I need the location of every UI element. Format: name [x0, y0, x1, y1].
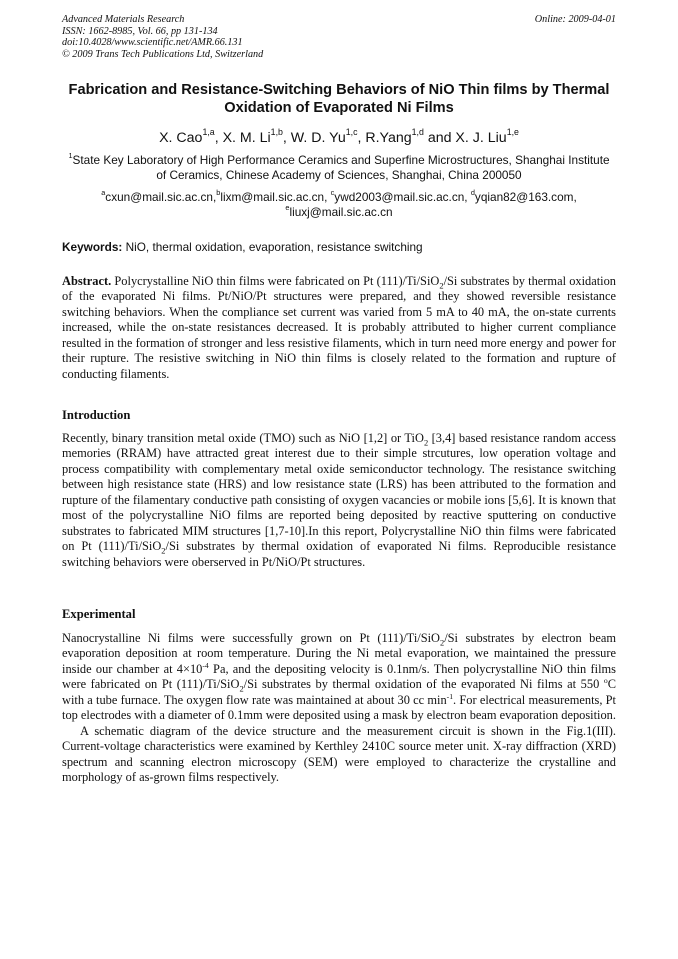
author-name: , W. D. Yu	[282, 130, 346, 146]
affiliation	[62, 150, 616, 183]
author-name: , X. M. Li	[214, 130, 271, 146]
author-affiliation-mark: 1,a	[202, 126, 215, 137]
email-list	[62, 187, 616, 220]
email-mark: c	[330, 187, 335, 197]
paragraph-text: Recently, binary transition metal oxide (TMO) such as NiO [1,2] or TiO	[62, 431, 424, 445]
paragraph-text: Pa, and the depositing velocity is 0.1nm/s. Then polycrystalline NiO thin films were fabricated on Pt (111)/Ti/SiO	[62, 661, 616, 692]
superscript: o	[603, 676, 608, 686]
superscript: -4	[202, 660, 209, 670]
keywords-text: NiO, thermal oxidation, evaporation, resistance switching	[122, 240, 423, 254]
subscript: 2	[239, 683, 244, 694]
paragraph-text: /Si substrates by thermal oxidation of evaporated Ni films. Reproducible resistance switching behaviors were oberserved in Pt/NiO/Pt structures.	[62, 539, 616, 569]
paragraph-text: /Si substrates by electron beam evaporation deposition at room temperature. During the Ni metal evaporation, we maintained the pressure inside our chamber at 4×10	[62, 631, 616, 676]
subscript: 2	[423, 437, 429, 448]
email-mark: d	[470, 187, 475, 197]
email-link[interactable]: lixm@mail.sic.ac.cn,	[220, 190, 331, 204]
author-affiliation-mark: 1,e	[506, 126, 519, 137]
author-name: , R.Yang	[357, 130, 412, 146]
affiliation-mark: 1	[68, 150, 73, 160]
paragraph-text: [3,4] based resistance random access memories (RRAM) have attracted great interest due to their simple strcutures, low operation voltage and process compatibility with complementary metal oxide semiconductor technology. The resistance switching between high resistance state (HRS) and low resistance state (LRS) has been attributed to the formation and rupture of the filamentary conductive path consisting of oxygen vacancies or mobile ions [5,6]. It is known that most of the polycrystalline NiO films are reported being deposited by reactive sputtering on conductive substrates to fabricated MIM structures [1,7-10].In this report, Polycrystalline NiO thin films were fabricated on Pt (111)/Ti/SiO	[62, 431, 617, 554]
paragraph	[62, 631, 616, 724]
copyright-line: © 2009 Trans Tech Publications Ltd, Switzerland	[62, 48, 264, 60]
author-list	[62, 126, 616, 147]
doi-line: doi:10.4028/www.scientific.net/AMR.66.131	[62, 37, 243, 49]
email-mark: b	[216, 187, 221, 197]
email-mark: a	[101, 187, 106, 197]
experimental-text	[62, 631, 616, 786]
subscript: 2	[440, 637, 445, 648]
keywords	[62, 240, 616, 255]
author-affiliation-mark: 1,c	[345, 126, 358, 137]
paragraph-text: Nanocrystalline Ni films were successfully grown on Pt (111)/Ti/SiO	[62, 631, 440, 645]
affiliation-text: State Key Laboratory of High Performance Ceramics and Superfine Microstructures, Shanghai Institute of Ceramics, Chinese Academy of Sciences, Shanghai, China 200050	[72, 153, 610, 182]
email-link[interactable]: yqian82@163.com,	[474, 190, 577, 204]
email-link[interactable]: cxun@mail.sic.ac.cn,	[105, 190, 217, 204]
abstract	[62, 274, 616, 382]
email-link[interactable]: liuxj@mail.sic.ac.cn	[289, 205, 393, 219]
keywords-label: Keywords:	[62, 240, 123, 254]
author-name: and X. J. Liu	[423, 130, 507, 146]
superscript: -1	[446, 691, 454, 701]
journal-header	[62, 14, 616, 60]
introduction-text	[62, 431, 616, 570]
abstract-text: /Si substrates by thermal oxidation of the evaporated Ni films. Pt/NiO/Pt structures were prepared, and they showed reversible resistance switching behaviors. When the compliance set current was varied from 5 mA to 40 mA, the on-state currents increased, while the on-state resistances decreased. It is probably attributed to higher current compliance resulted in the formation of stronger and less resistive filaments, which in turn need more energy and power for their rupture. The resistive switching in NiO thin films is closely related to the formation and rupture of conducting filaments.	[62, 274, 617, 381]
abstract-label: Abstract.	[62, 274, 112, 288]
author-affiliation-mark: 1,d	[411, 126, 424, 137]
paragraph-text: /Si substrates by thermal oxidation of the evaporated Ni films at 550	[243, 677, 604, 692]
paragraph: A schematic diagram of the device structure and the measurement circuit is shown in the Fig.1(III). Current-voltage characteristics were examined by Kerthley 2410C source meter unit. X-ray diffraction (XRD) spectrum and scanning electron microscopy (SEM) were employed to characterize the crystalline and morphology of as-grown films respectively.	[62, 723, 616, 785]
subscript: 2	[439, 280, 444, 291]
paper-title: Fabrication and Resistance-Switching Behaviors of NiO Thin films by Thermal Oxidation of Evaporated Ni Films	[68, 82, 610, 116]
paragraph-text: . For electrical measurements, Pt top electrodes with a diameter of 0.1mm were deposited using a mask by electron beam evaporation deposition.	[62, 692, 616, 723]
issn-line: ISSN: 1662-8985, Vol. 66, pp 131-134	[62, 25, 218, 37]
subscript: 2	[161, 545, 166, 556]
email-mark: e	[285, 202, 290, 212]
email-link[interactable]: ywd2003@mail.sic.ac.cn,	[334, 190, 471, 204]
online-date: Online: 2009-04-01	[534, 14, 616, 25]
abstract-text: Polycrystalline NiO thin films were fabricated on Pt (111)/Ti/SiO	[111, 274, 440, 288]
author-affiliation-mark: 1,b	[270, 126, 283, 137]
experimental-heading: Experimental	[62, 607, 136, 621]
author-name: X. Cao	[159, 130, 203, 146]
paragraph-text: C with a tube furnace. The oxygen flow rate was maintained at about 30 cc min	[62, 677, 616, 707]
journal-name: Advanced Materials Research	[62, 14, 185, 25]
introduction-heading: Introduction	[62, 408, 131, 422]
